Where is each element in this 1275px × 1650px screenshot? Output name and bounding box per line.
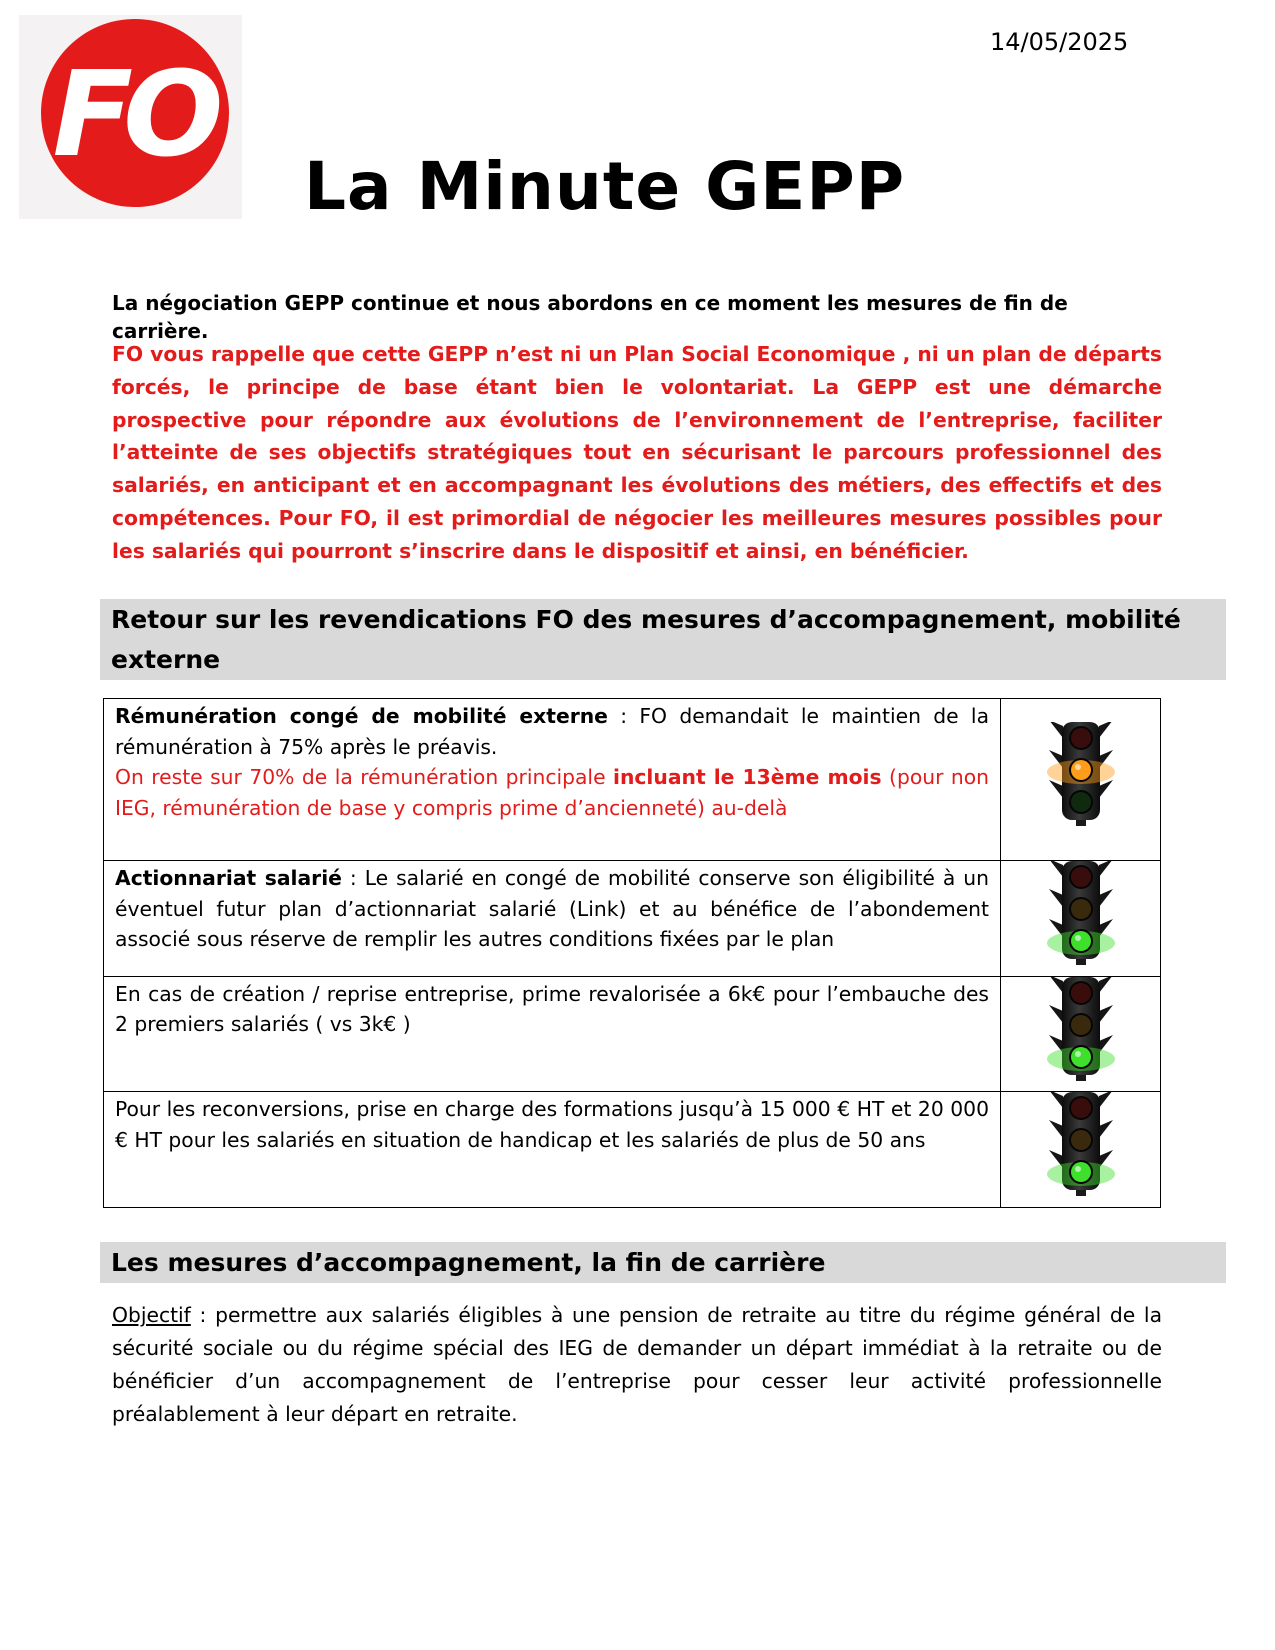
measure-cell (104, 1092, 1001, 1208)
table-row (104, 1092, 1161, 1208)
measure-text: FO demandait le maintien de la rémunération à 75% après le préavis. (115, 704, 989, 759)
measure-text: En cas de création / reprise entreprise, prime revalorisée a 6k€ pour l’embauche des 2 premiers salariés ( vs 3k€ ) (115, 981, 989, 1036)
section-heading-end-of-career: Les mesures d’accompagnement, la fin de carrière (100, 1242, 1226, 1283)
fo-logo-text: FO (52, 45, 214, 183)
measure-text: Pour les reconversions, prise en charge des formations jusqu’à 15 000 € HT et 20 000 € HT pour les salariés en situation de handicap et les salariés de plus de 50 ans (115, 1097, 989, 1152)
fo-logo (19, 15, 242, 219)
table-row (104, 861, 1161, 977)
measure-cell: Rémunération congé de mobilité externe : FO demandait le maintien de la rémunération à 75% après le préavis. On reste sur 70% de la rémunération principale incluant le 13ème mois (pour non IEG, rémunération de base y compris prime d’ancienneté) au-delà (104, 699, 1001, 861)
traffic-light-green-icon (1041, 977, 1121, 1083)
measure-label: Actionnariat salarié (115, 866, 342, 890)
traffic-light-green-icon (1041, 861, 1121, 967)
section-heading-mobility: Retour sur les revendications FO des mesures d’accompagnement, mobilité externe (100, 599, 1226, 680)
status-cell (1001, 976, 1161, 1092)
measure-text: Le salarié en congé de mobilité conserve son éligibilité à un éventuel futur plan d’actionnariat salarié (Link) et au bénéfice de l’abondement associé sous réserve de remplir les autres conditions fixées par le plan (115, 866, 989, 951)
status-cell (1001, 699, 1161, 861)
objective-text: : permettre aux salariés éligibles à une pension de retraite au titre du régime général de la sécurité sociale ou du régime spécial des IEG de demander un départ immédiat à la retraite ou de bénéficier d’un accompagnement de l’entreprise pour cesser leur activité professionnelle préalablement à leur départ en retraite. (112, 1303, 1162, 1426)
page-title: La Minute GEPP (304, 148, 906, 225)
measures-table (103, 698, 1161, 1208)
status-cell (1001, 861, 1161, 977)
table-row (104, 976, 1161, 1092)
measure-label: Rémunération congé de mobilité externe (115, 704, 608, 728)
status-cell (1001, 1092, 1161, 1208)
measure-outcome: On reste sur 70% de la rémunération principale incluant le 13ème mois (pour non IEG, rémunération de base y compris prime d’ancienneté) au-delà (115, 765, 990, 820)
highlight-paragraph: FO vous rappelle que cette GEPP n’est ni un Plan Social Economique , ni un plan de départs forcés, le principe de base étant bien le volontariat. La GEPP est une démarche prospective pour répondre aux évolutions de l’environnement de l’entreprise, faciliter l’atteinte de ses objectifs stratégiques tout en sécurisant le parcours professionnel des salariés, en anticipant et en accompagnant les évolutions des métiers, des effectifs et des compétences. Pour FO, il est primordial de négocier les meilleures mesures possibles pour les salariés qui pourront s’inscrire dans le dispositif et ainsi, en bénéficier. (112, 342, 1162, 563)
intro-paragraph: La négociation GEPP continue et nous abordons en ce moment les mesures de fin de carrière. (112, 291, 1068, 343)
objective-paragraph (112, 1299, 1162, 1431)
measure-cell: Actionnariat salarié : Le salarié en congé de mobilité conserve son éligibilité à un éventuel futur plan d’actionnariat salarié (Link) et au bénéfice de l’abondement associé sous réserve de remplir les autres conditions fixées par le plan (104, 861, 1001, 977)
measure-cell (104, 976, 1001, 1092)
traffic-light-green-icon (1041, 1092, 1121, 1198)
table-row (104, 699, 1161, 861)
traffic-light-orange-icon (1041, 722, 1121, 828)
document-date: 14/05/2025 (990, 28, 1129, 56)
objective-label: Objectif (112, 1303, 191, 1327)
